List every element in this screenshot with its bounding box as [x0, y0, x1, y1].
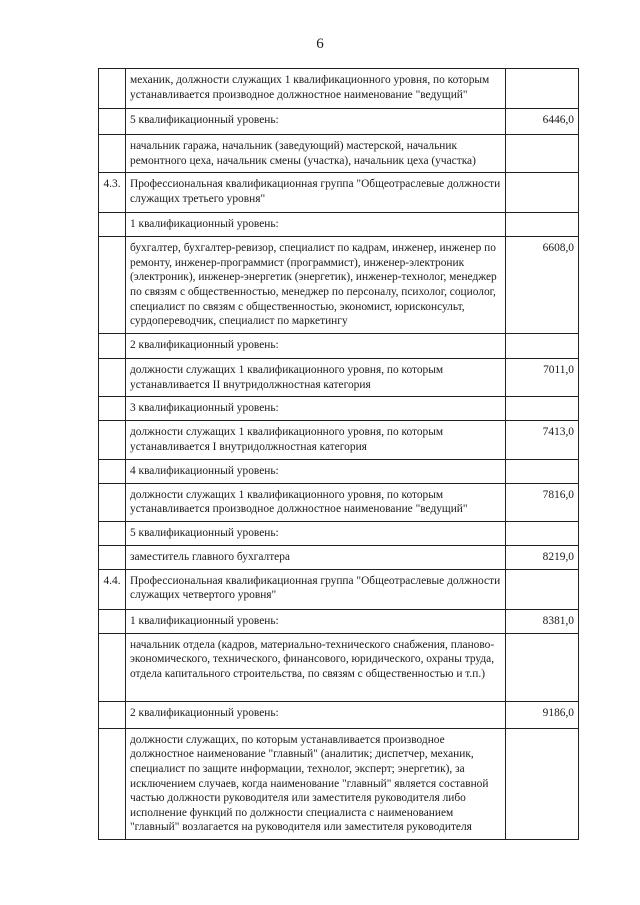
row-text: Профессиональная квалификационная группа "Общеотраслевые должности служащих четвертого уровня"	[126, 569, 506, 609]
row-number	[99, 459, 126, 483]
row-number	[99, 728, 126, 839]
table-row	[99, 109, 579, 135]
row-number	[99, 421, 126, 459]
row-text: Профессиональная квалификационная группа "Общеотраслевые должности служащих третьего уровня"	[126, 173, 506, 213]
row-number	[99, 521, 126, 545]
row-value	[506, 569, 579, 609]
row-text: заместитель главного бухгалтера	[126, 545, 506, 569]
row-value	[506, 69, 579, 109]
row-number	[99, 69, 126, 109]
row-text: должности служащих, по которым устанавливается производное должностное наименование "главный" (аналитик; диспетчер, механик, специалист по защите информации, технолог, эксперт; энергетик), за исключением случаев, когда наименование "главный" является составной частью должности руководителя или заместителя руководителя либо исполнение функций по должности специалиста с наименованием "главный" возлагается на руководителя или заместителя руководителя	[126, 728, 506, 839]
row-number	[99, 701, 126, 728]
row-number: 4.4.	[99, 569, 126, 609]
row-number	[99, 609, 126, 633]
row-value	[506, 397, 579, 421]
row-number	[99, 213, 126, 237]
row-text: 5 квалификационный уровень:	[126, 109, 506, 135]
table-row	[99, 569, 579, 609]
row-value	[506, 459, 579, 483]
row-text: 4 квалификационный уровень:	[126, 459, 506, 483]
row-number	[99, 483, 126, 521]
row-value: 8381,0	[506, 609, 579, 633]
table-row	[99, 213, 579, 237]
row-value	[506, 173, 579, 213]
row-value: 7413,0	[506, 421, 579, 459]
row-value: 7011,0	[506, 359, 579, 397]
table-row	[99, 701, 579, 728]
row-text: 1 квалификационный уровень:	[126, 609, 506, 633]
row-number	[99, 109, 126, 135]
table-row	[99, 135, 579, 173]
row-number	[99, 633, 126, 701]
table-row	[99, 483, 579, 521]
row-value: 7816,0	[506, 483, 579, 521]
table-row	[99, 421, 579, 459]
table-row	[99, 609, 579, 633]
table-row	[99, 728, 579, 839]
row-number	[99, 545, 126, 569]
table-row	[99, 237, 579, 334]
row-text: 1 квалификационный уровень:	[126, 213, 506, 237]
table-row	[99, 545, 579, 569]
table-row	[99, 633, 579, 701]
page-number: 6	[316, 36, 324, 52]
row-number	[99, 237, 126, 334]
row-number	[99, 135, 126, 173]
table-row	[99, 69, 579, 109]
table-row	[99, 397, 579, 421]
salary-table	[98, 68, 579, 840]
row-number	[99, 359, 126, 397]
row-value	[506, 334, 579, 359]
row-text: 5 квалификационный уровень:	[126, 521, 506, 545]
row-number	[99, 397, 126, 421]
table-row	[99, 521, 579, 545]
row-text: должности служащих 1 квалификационного уровня, по которым устанавливается производное должностное наименование "ведущий"	[126, 483, 506, 521]
table-row	[99, 334, 579, 359]
row-value	[506, 728, 579, 839]
table-row	[99, 459, 579, 483]
row-text: должности служащих 1 квалификационного уровня, по которым устанавливается I внутридолжностная категория	[126, 421, 506, 459]
row-value: 6608,0	[506, 237, 579, 334]
row-value: 8219,0	[506, 545, 579, 569]
row-text: 2 квалификационный уровень:	[126, 334, 506, 359]
row-value	[506, 521, 579, 545]
row-text: начальник отдела (кадров, материально-технического снабжения, планово-экономического, технического, финансового, юридического, охраны труда, отдела капитального строительства, по связям с общественностью и т.п.)	[126, 633, 506, 701]
row-text: бухгалтер, бухгалтер-ревизор, специалист по кадрам, инженер, инженер по ремонту, инженер-программист (программист), инженер-электроник (электроник), инженер-энергетик (энергетик), инженер-технолог, менеджер по связям с общественностью, менеджер по персоналу, психолог, социолог, специалист по связям с общественностью, экономист, юрисконсульт, сурдопереводчик, специалист по маркетингу	[126, 237, 506, 334]
row-text: 2 квалификационный уровень:	[126, 701, 506, 728]
row-value: 6446,0	[506, 109, 579, 135]
row-value	[506, 633, 579, 701]
table-row	[99, 359, 579, 397]
row-text: механик, должности служащих 1 квалификационного уровня, по которым устанавливается производное должностное наименование "ведущий"	[126, 69, 506, 109]
row-text: 3 квалификационный уровень:	[126, 397, 506, 421]
row-value	[506, 135, 579, 173]
row-value	[506, 213, 579, 237]
row-text: начальник гаража, начальник (заведующий) мастерской, начальник ремонтного цеха, начальник смены (участка), начальник цеха (участка)	[126, 135, 506, 173]
table-row	[99, 173, 579, 213]
row-number: 4.3.	[99, 173, 126, 213]
row-number	[99, 334, 126, 359]
row-text: должности служащих 1 квалификационного уровня, по которым устанавливается II внутридолжностная категория	[126, 359, 506, 397]
row-value: 9186,0	[506, 701, 579, 728]
